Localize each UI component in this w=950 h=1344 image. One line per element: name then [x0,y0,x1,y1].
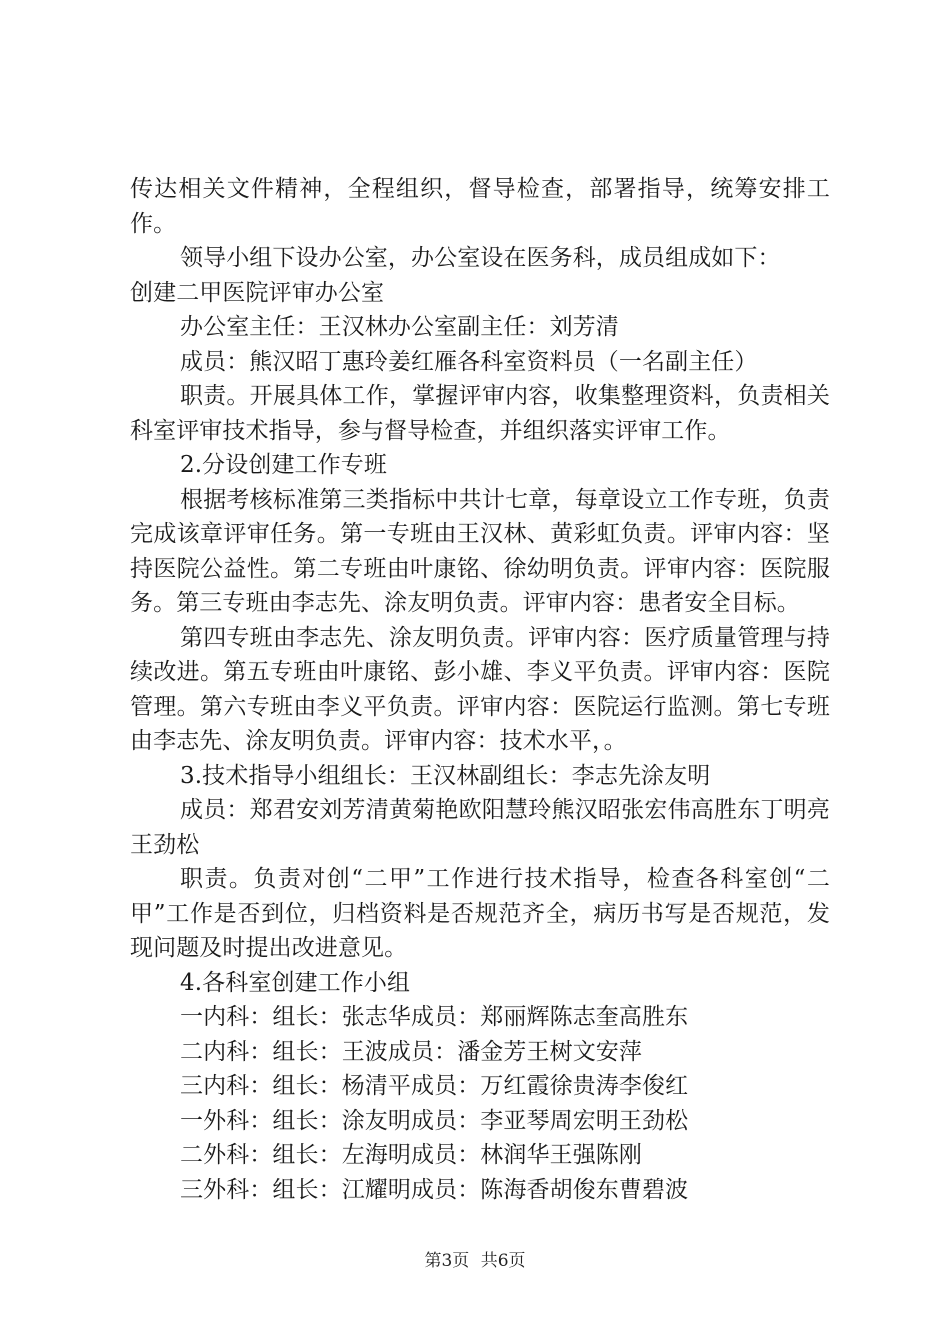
paragraph-2: 领导小组下设办公室，办公室设在医务科，成员组成如下： [180,245,781,271]
group-line-4: 一外科：组长：涂友明成员：李亚琴周宏明王劲松 [180,1107,689,1134]
page-total: 共6页 [480,1251,526,1271]
document-body [130,172,830,1207]
paragraph-8: 根据考核标准第三类指标中共计七章，每章设立工作专班，负责完成该章评审任务。第一专班由王汉林、黄彩虹负责。评审内容：坚持医院公益性。第二专班由叶康铭、徐幼明负责。评审内容：医院服务。第三专班由李志先、涂友明负责。评审内容：患者安全目标。 [130,486,830,616]
paragraph-12: 职责。负责对创“二甲”工作进行技术指导，检查各科室创“二甲”工作是否到位，归档资料是否规范齐全，病历书写是否规范，发现问题及时提出改进意见。 [130,866,830,961]
paragraph-4: 办公室主任：王汉林办公室副主任：刘芳清 [180,314,619,340]
paragraph-9: 第四专班由李志先、涂友明负责。评审内容：医疗质量管理与持续改进。第五专班由叶康铭、彭小雄、李义平负责。评审内容：医院管理。第六专班由李义平负责。评审内容：医院运行监测。第七专班由李志先、涂友明负责。评审内容：技术水平，。 [130,624,830,754]
section-heading-2: 2.分设创建工作专班 [180,452,387,478]
paragraph-1: 传达相关文件精神，全程组织，督导检查，部署指导，统筹安排工作。 [130,176,830,237]
group-line-1: 一内科：组长：张志华成员：郑丽辉陈志奎高胜东 [180,1004,689,1030]
group-line-6: 三外科：组长：江耀明成员：陈海香胡俊东曹碧波 [180,1176,689,1203]
paragraph-3: 创建二甲医院评审办公室 [130,279,385,306]
page-number: 第3页 [424,1251,470,1271]
paragraph-5: 成员：熊汉昭丁惠玲姜红雁各科室资料员（一名副主任） [180,348,758,375]
section-heading-4: 4.各科室创建工作小组 [180,969,411,996]
group-line-5: 二外科：组长：左海明成员：林润华王强陈刚 [180,1142,642,1168]
paragraph-6: 职责。开展具体工作，掌握评审内容，收集整理资料，负责相关科室评审技术指导，参与督导检查，并组织落实评审工作。 [130,383,830,444]
paragraph-11: 成员：郑君安刘芳清黄菊艳欧阳慧玲熊汉昭张宏伟高胜东丁明亮王劲松 [130,797,830,858]
section-heading-3: 3.技术指导小组组长：王汉林副组长：李志先涂友明 [180,762,711,789]
page-footer [0,1246,950,1271]
group-line-3: 三内科：组长：杨清平成员：万红霞徐贵涛李俊红 [180,1073,689,1099]
group-line-2: 二内科：组长：王波成员：潘金芳王树文安萍 [180,1038,642,1065]
